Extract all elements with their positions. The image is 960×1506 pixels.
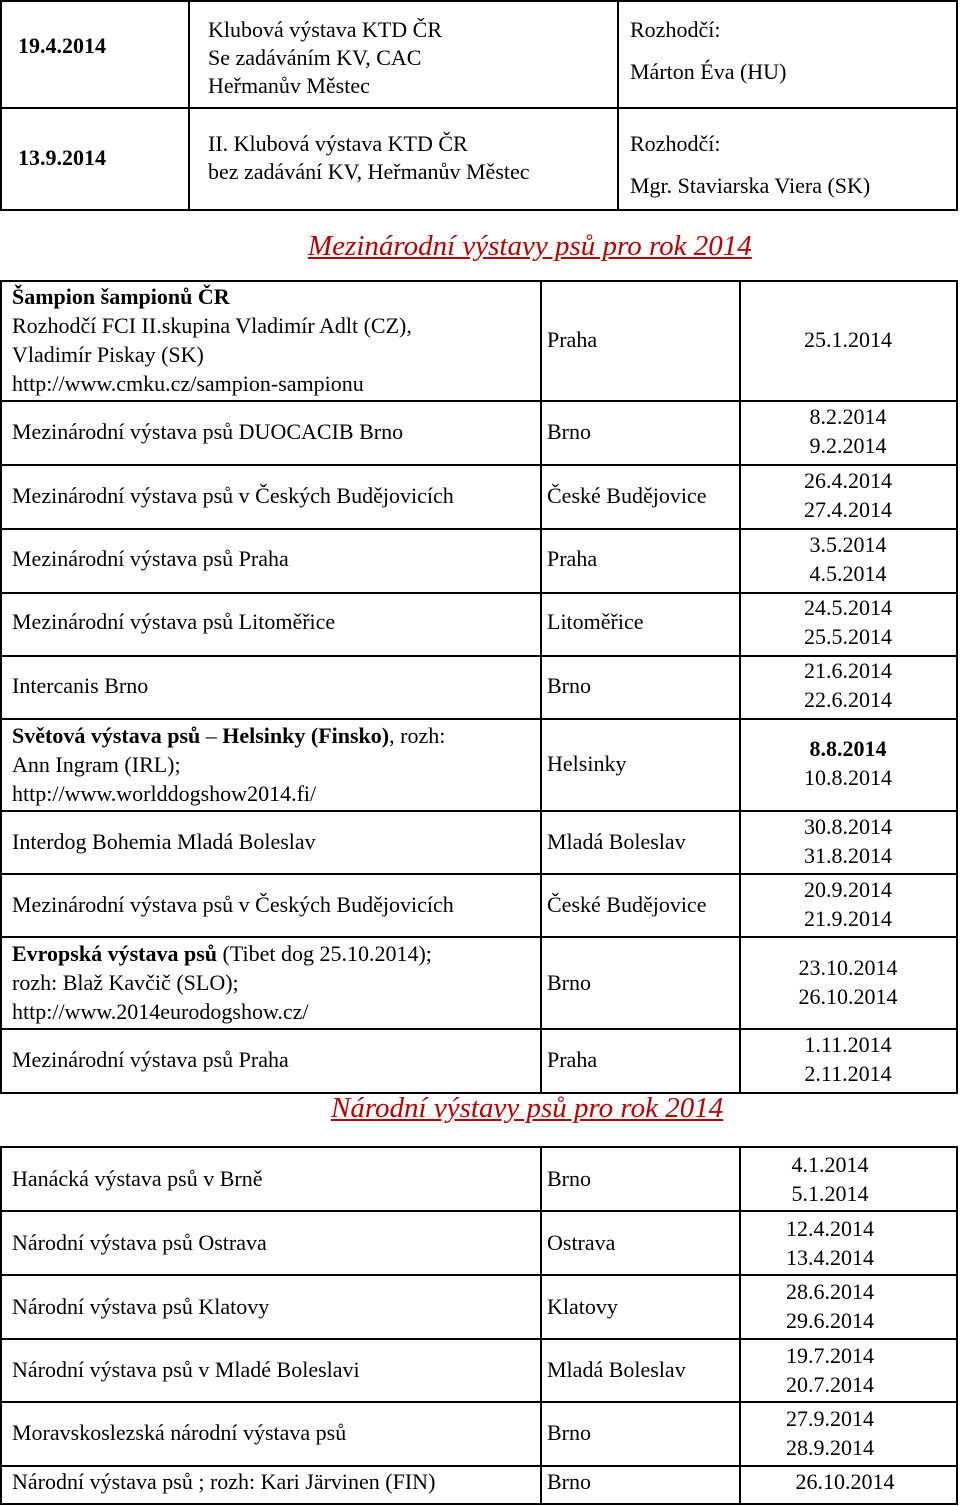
club-show-date-2: 13.9.2014 <box>18 145 106 170</box>
euro-show-note: (Tibet dog 25.10.2014); <box>217 941 432 966</box>
world-show-date-start: 8.8.2014 <box>809 736 887 761</box>
champion-city: Praha <box>547 327 598 352</box>
champion-url[interactable]: http://www.cmku.cz/sampion-sampionu <box>12 371 364 396</box>
intl-date-start: 24.5.2014 <box>804 595 892 620</box>
national-date-end: 13.4.2014 <box>786 1245 874 1270</box>
champion-judges: Rozhodčí FCI II.skupina Vladimír Adlt (CZ), <box>12 313 412 338</box>
intl-date-start: 21.6.2014 <box>804 658 892 683</box>
euro-show-name: Evropská výstava psů <box>12 941 217 966</box>
intl-date-end: 2.11.2014 <box>804 1061 892 1086</box>
intl-event: Mezinárodní výstava psů Praha <box>12 546 289 571</box>
intl-event: Mezinárodní výstava psů v Českých Budějovicích <box>12 892 454 917</box>
intl-date-start: 20.9.2014 <box>804 877 892 902</box>
intl-city: České Budějovice <box>547 892 707 917</box>
national-shows-title: Národní výstavy psů pro rok 2014 <box>331 1092 724 1124</box>
intl-date-end: 27.4.2014 <box>804 497 892 522</box>
euro-show-judge: rozh: Blaž Kavčič (SLO); <box>12 970 239 995</box>
intl-date-end: 31.8.2014 <box>804 843 892 868</box>
club-show-place-1: Heřmanův Městec <box>208 73 370 98</box>
national-city-last: Brno <box>547 1469 591 1494</box>
national-date-start: 19.7.2014 <box>786 1343 874 1368</box>
intl-event: Intercanis Brno <box>12 673 149 698</box>
national-event: Národní výstava psů v Mladé Boleslavi <box>12 1357 360 1382</box>
intl-city: Mladá Boleslav <box>547 829 686 854</box>
national-date-start: 12.4.2014 <box>786 1216 874 1241</box>
national-date-end: 29.6.2014 <box>786 1308 874 1333</box>
judge-name-1: Márton Éva (HU) <box>630 59 787 84</box>
club-show-title-1: Klubová výstava KTD ČR <box>208 17 443 42</box>
judge-label-1: Rozhodčí: <box>630 17 721 42</box>
intl-city: Brno <box>547 419 591 444</box>
intl-event: Mezinárodní výstava psů Litoměřice <box>12 609 336 634</box>
national-date-start: 27.9.2014 <box>786 1406 874 1431</box>
champion-judges-2: Vladimír Piskay (SK) <box>12 342 204 367</box>
world-show-judge: Ann Ingram (IRL); <box>12 752 181 777</box>
national-city: Brno <box>547 1420 591 1445</box>
intl-date-end: 21.9.2014 <box>804 906 892 931</box>
world-show-date-end: 10.8.2014 <box>804 765 892 790</box>
club-show-subtitle-1: Se zadáváním KV, CAC <box>208 45 422 70</box>
champion-date: 25.1.2014 <box>804 327 892 352</box>
national-date-end: 20.7.2014 <box>786 1372 874 1397</box>
intl-event: Mezinárodní výstava psů DUOCACIB Brno <box>12 419 404 444</box>
intl-date-start: 30.8.2014 <box>804 814 892 839</box>
euro-show-date-end: 26.10.2014 <box>798 984 898 1009</box>
national-city: Klatovy <box>547 1294 618 1319</box>
intl-city: Praha <box>547 546 598 571</box>
champion-title: Šampion šampionů ČR <box>12 284 230 309</box>
world-show-url[interactable]: http://www.worlddogshow2014.fi/ <box>12 781 317 806</box>
intl-shows-title: Mezinárodní výstavy psů pro rok 2014 <box>308 230 752 262</box>
intl-date-start: 3.5.2014 <box>809 532 887 557</box>
judge-name-2: Mgr. Staviarska Viera (SK) <box>630 173 871 198</box>
euro-show-city: Brno <box>547 970 591 995</box>
club-show-date-1: 19.4.2014 <box>18 33 106 58</box>
intl-date-start: 26.4.2014 <box>804 468 892 493</box>
euro-show-url[interactable]: http://www.2014eurodogshow.cz/ <box>12 999 309 1024</box>
national-event: Národní výstava psů Klatovy <box>12 1294 270 1319</box>
national-city: Brno <box>547 1166 591 1191</box>
intl-event: Mezinárodní výstava psů v Českých Budějovicích <box>12 483 454 508</box>
club-show-title-2: II. Klubová výstava KTD ČR <box>208 131 468 156</box>
intl-date-end: 25.5.2014 <box>804 624 892 649</box>
intl-city: Litoměřice <box>547 609 644 634</box>
national-city: Mladá Boleslav <box>547 1357 686 1382</box>
national-date-end: 5.1.2014 <box>791 1181 869 1206</box>
intl-date-end: 9.2.2014 <box>809 433 887 458</box>
intl-event: Interdog Bohemia Mladá Boleslav <box>12 829 316 854</box>
world-show-city: Helsinky <box>547 751 627 776</box>
world-show-dash: – <box>200 723 223 748</box>
club-show-subtitle-2: bez zadávání KV, Heřmanův Městec <box>208 159 530 184</box>
intl-city: Praha <box>547 1047 598 1072</box>
intl-date-start: 1.11.2014 <box>804 1032 892 1057</box>
national-event: Národní výstava psů Ostrava <box>12 1230 267 1255</box>
national-event: Hanácká výstava psů v Brně <box>12 1166 263 1191</box>
world-show-rozh: , rozh: <box>389 723 446 748</box>
national-event-last: Národní výstava psů ; rozh: Kari Järvinen (FIN) <box>12 1469 436 1494</box>
intl-date-start: 8.2.2014 <box>809 404 887 429</box>
judge-label-2: Rozhodčí: <box>630 131 721 156</box>
national-date-start: 4.1.2014 <box>791 1152 869 1177</box>
intl-date-end: 22.6.2014 <box>804 687 892 712</box>
national-date-end: 28.9.2014 <box>786 1435 874 1460</box>
euro-show-date-start: 23.10.2014 <box>798 955 898 980</box>
intl-city: České Budějovice <box>547 483 707 508</box>
euro-show-title <box>12 940 432 968</box>
intl-date-end: 4.5.2014 <box>809 561 887 586</box>
world-show-location: Helsinky (Finsko) <box>222 723 390 748</box>
national-event: Moravskoslezská národní výstava psů <box>12 1420 347 1445</box>
national-date-start: 28.6.2014 <box>786 1279 874 1304</box>
world-show-title <box>12 722 445 750</box>
national-date-last: 26.10.2014 <box>795 1469 895 1494</box>
national-city: Ostrava <box>547 1230 616 1255</box>
world-show-name: Světová výstava psů <box>12 723 201 748</box>
intl-city: Brno <box>547 673 591 698</box>
intl-event: Mezinárodní výstava psů Praha <box>12 1047 289 1072</box>
